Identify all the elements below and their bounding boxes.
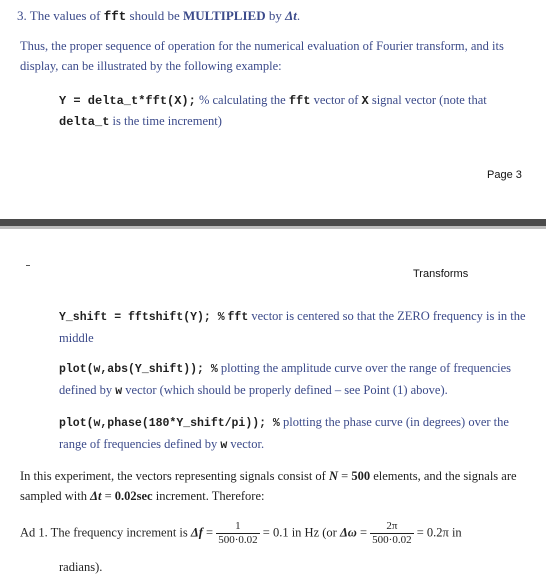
ad1-formula-line bbox=[20, 520, 540, 560]
ad1-eq: = bbox=[202, 525, 217, 540]
comment-part-2: vector of bbox=[310, 93, 362, 107]
code-plot-abs: plot(w,abs(Y_shift)); % bbox=[59, 363, 218, 376]
exp-text-3: increment. Therefore: bbox=[152, 489, 265, 503]
code-fft-inline: fft bbox=[288, 94, 311, 108]
fraction-numerator: 2π bbox=[370, 520, 413, 534]
page-separator-shadow bbox=[0, 226, 546, 229]
plot-amplitude-line bbox=[59, 358, 529, 402]
exp-text-2: elements, and the signals are sampled with bbox=[20, 469, 517, 503]
fraction-denominator: 500·0.02 bbox=[218, 534, 258, 546]
ad1-text-1: The frequency increment is bbox=[47, 525, 191, 540]
delta-omega-symbol: Δω bbox=[339, 525, 357, 540]
comment-part-1: % calculating the bbox=[195, 93, 289, 107]
plot-amplitude-comment: plotting the amplitude curve over the range of frequencies defined by bbox=[59, 361, 512, 397]
fftshift-line bbox=[59, 306, 529, 349]
item-3-prefix: 3. The values of bbox=[17, 8, 104, 23]
item-3-by: by bbox=[265, 8, 286, 23]
delta-t-value: 0.02sec bbox=[114, 489, 153, 503]
n-symbol: N bbox=[328, 469, 338, 483]
exp-text-1: In this experiment, the vectors representing signals consist of bbox=[20, 469, 329, 483]
item-3-middle: should be bbox=[126, 8, 183, 23]
item-3-end: . bbox=[296, 8, 301, 23]
code-w-inline: w bbox=[115, 385, 123, 398]
code-y-delta-fft: Y = delta_t*fft(X); bbox=[59, 94, 196, 108]
fft-code: fft bbox=[103, 10, 127, 24]
plot-phase-line bbox=[59, 412, 529, 456]
ad1-eq-2: = bbox=[356, 525, 371, 540]
fraction-numerator: 1 bbox=[216, 520, 259, 534]
code-delta-t-inline: delta_t bbox=[59, 115, 110, 129]
plot-phase-comment: plotting the phase curve (in degrees) over the range of frequencies defined by bbox=[59, 415, 509, 451]
code-fft-inline: fft bbox=[227, 311, 249, 324]
code-x-inline: X bbox=[361, 94, 369, 108]
experiment-paragraph bbox=[20, 466, 528, 506]
fft-code-example bbox=[59, 90, 529, 132]
ad1-label: Ad 1. bbox=[20, 525, 48, 540]
header-rule-mark bbox=[26, 265, 30, 266]
multiplied-emphasis: MULTIPLIED bbox=[183, 8, 266, 23]
code-fftshift: Y_shift = fftshift(Y); % bbox=[59, 311, 225, 324]
code-w-inline: w bbox=[220, 439, 228, 452]
page-number: Page 3 bbox=[487, 169, 522, 181]
radians-text: radians). bbox=[59, 560, 103, 574]
fraction-delta-omega bbox=[370, 520, 413, 547]
comment-part-3: signal vector (note that bbox=[368, 93, 487, 107]
delta-t-symbol: Δt bbox=[285, 8, 297, 23]
header-title: Transforms bbox=[413, 268, 469, 280]
fraction-delta-f bbox=[216, 520, 259, 547]
ad1-text-2: = 0.1 in Hz (or bbox=[259, 525, 340, 540]
delta-t-symbol: Δt bbox=[90, 489, 102, 503]
plot-phase-comment-end: vector. bbox=[227, 437, 265, 451]
comment-part-4: is the time increment) bbox=[109, 114, 222, 128]
fftshift-comment: vector is centered so that the ZERO frequency is in the middle bbox=[59, 309, 526, 345]
exp-eq-2: = bbox=[101, 489, 115, 503]
code-plot-phase: plot(w,phase(180*Y_shift/pi)); % bbox=[59, 417, 280, 430]
fraction-denominator: 500·0.02 bbox=[372, 534, 412, 546]
intro-paragraph: Thus, the proper sequence of operation for the numerical evaluation of Fourier transform, and its display, can be illustrated by the following example: bbox=[20, 39, 504, 73]
delta-f-symbol: Δf bbox=[190, 525, 203, 540]
ad1-text-3: = 0.2π in bbox=[413, 525, 462, 540]
page-separator bbox=[0, 219, 546, 226]
n-value: 500 bbox=[351, 469, 371, 483]
item-3-text bbox=[17, 8, 300, 24]
plot-amplitude-comment-end: vector (which should be properly defined – see Point (1) above). bbox=[122, 383, 448, 397]
exp-eq: = bbox=[338, 469, 352, 483]
